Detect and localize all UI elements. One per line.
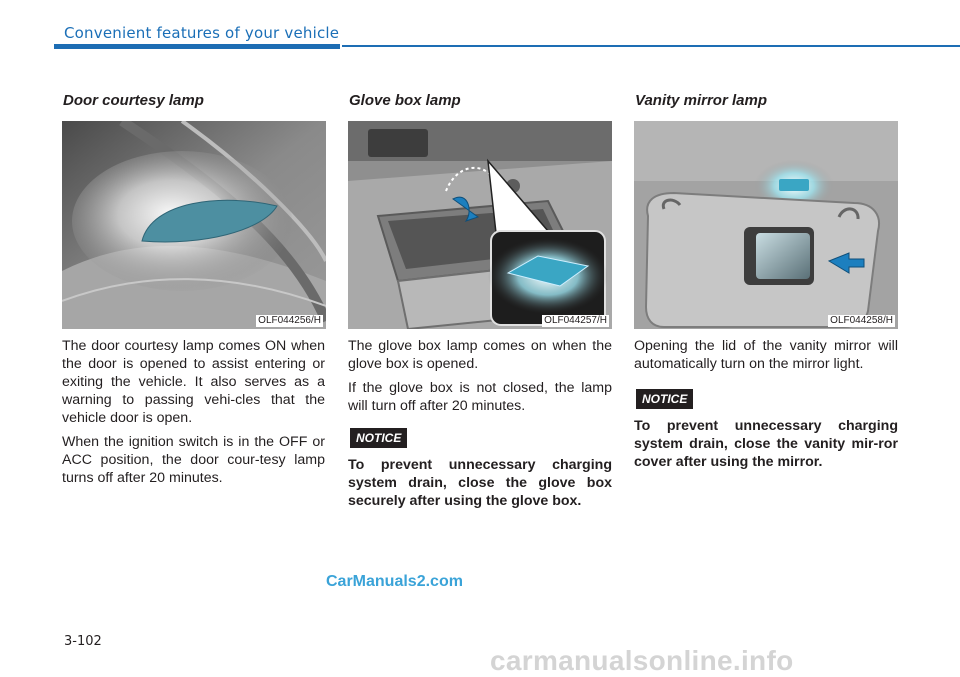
figure-code: OLF044258/H xyxy=(830,315,893,326)
glove-box-notice-text: To prevent unnecessary charging system drain, close the glove box securely after using the glove box. xyxy=(348,457,612,509)
vanity-mirror-notice-text: To prevent unnecessary charging system drain, close the vanity mir-ror cover after using the mirror. xyxy=(634,418,898,470)
section-header-title: Convenient features of your vehicle xyxy=(64,24,340,42)
glove-box-lamp-title: Glove box lamp xyxy=(349,92,461,109)
paragraph: Opening the lid of the vanity mirror will automatically turn on the mirror light. xyxy=(634,338,898,372)
header-rule-thick xyxy=(54,44,340,49)
glove-box-lamp-description xyxy=(348,337,612,421)
door-courtesy-lamp-title: Door courtesy lamp xyxy=(63,92,204,109)
watermark-link[interactable]: CarManuals2.com xyxy=(326,573,463,590)
footer-watermark: carmanualsonline.info xyxy=(490,645,794,676)
glove-box-lamp-illustration xyxy=(348,121,612,329)
figure-code: OLF044257/H xyxy=(544,315,607,326)
paragraph: The glove box lamp comes on when the glove box is opened. xyxy=(348,338,612,372)
figure-code: OLF044256/H xyxy=(258,315,321,326)
door-courtesy-lamp-illustration xyxy=(62,121,326,329)
paragraph: When the ignition switch is in the OFF or ACC position, the door cour-tesy lamp turns off after 20 minutes. xyxy=(62,434,325,486)
notice-badge: NOTICE xyxy=(636,389,693,409)
paragraph: If the glove box is not closed, the lamp will turn off after 20 minutes. xyxy=(348,380,612,414)
door-courtesy-lamp-description xyxy=(62,337,325,493)
vanity-mirror-lamp-description xyxy=(634,337,898,379)
paragraph: The door courtesy lamp comes ON when the door is opened to assist entering or exiting the vehicle. It also serves as a warning to passing vehi-cles that the vehicle door is open. xyxy=(62,338,325,426)
vanity-mirror-lamp-title: Vanity mirror lamp xyxy=(635,92,767,109)
header-rule-thin xyxy=(342,45,960,47)
page-number: 3-102 xyxy=(64,634,102,649)
notice-badge: NOTICE xyxy=(350,428,407,448)
vanity-mirror-lamp-illustration xyxy=(634,121,898,329)
